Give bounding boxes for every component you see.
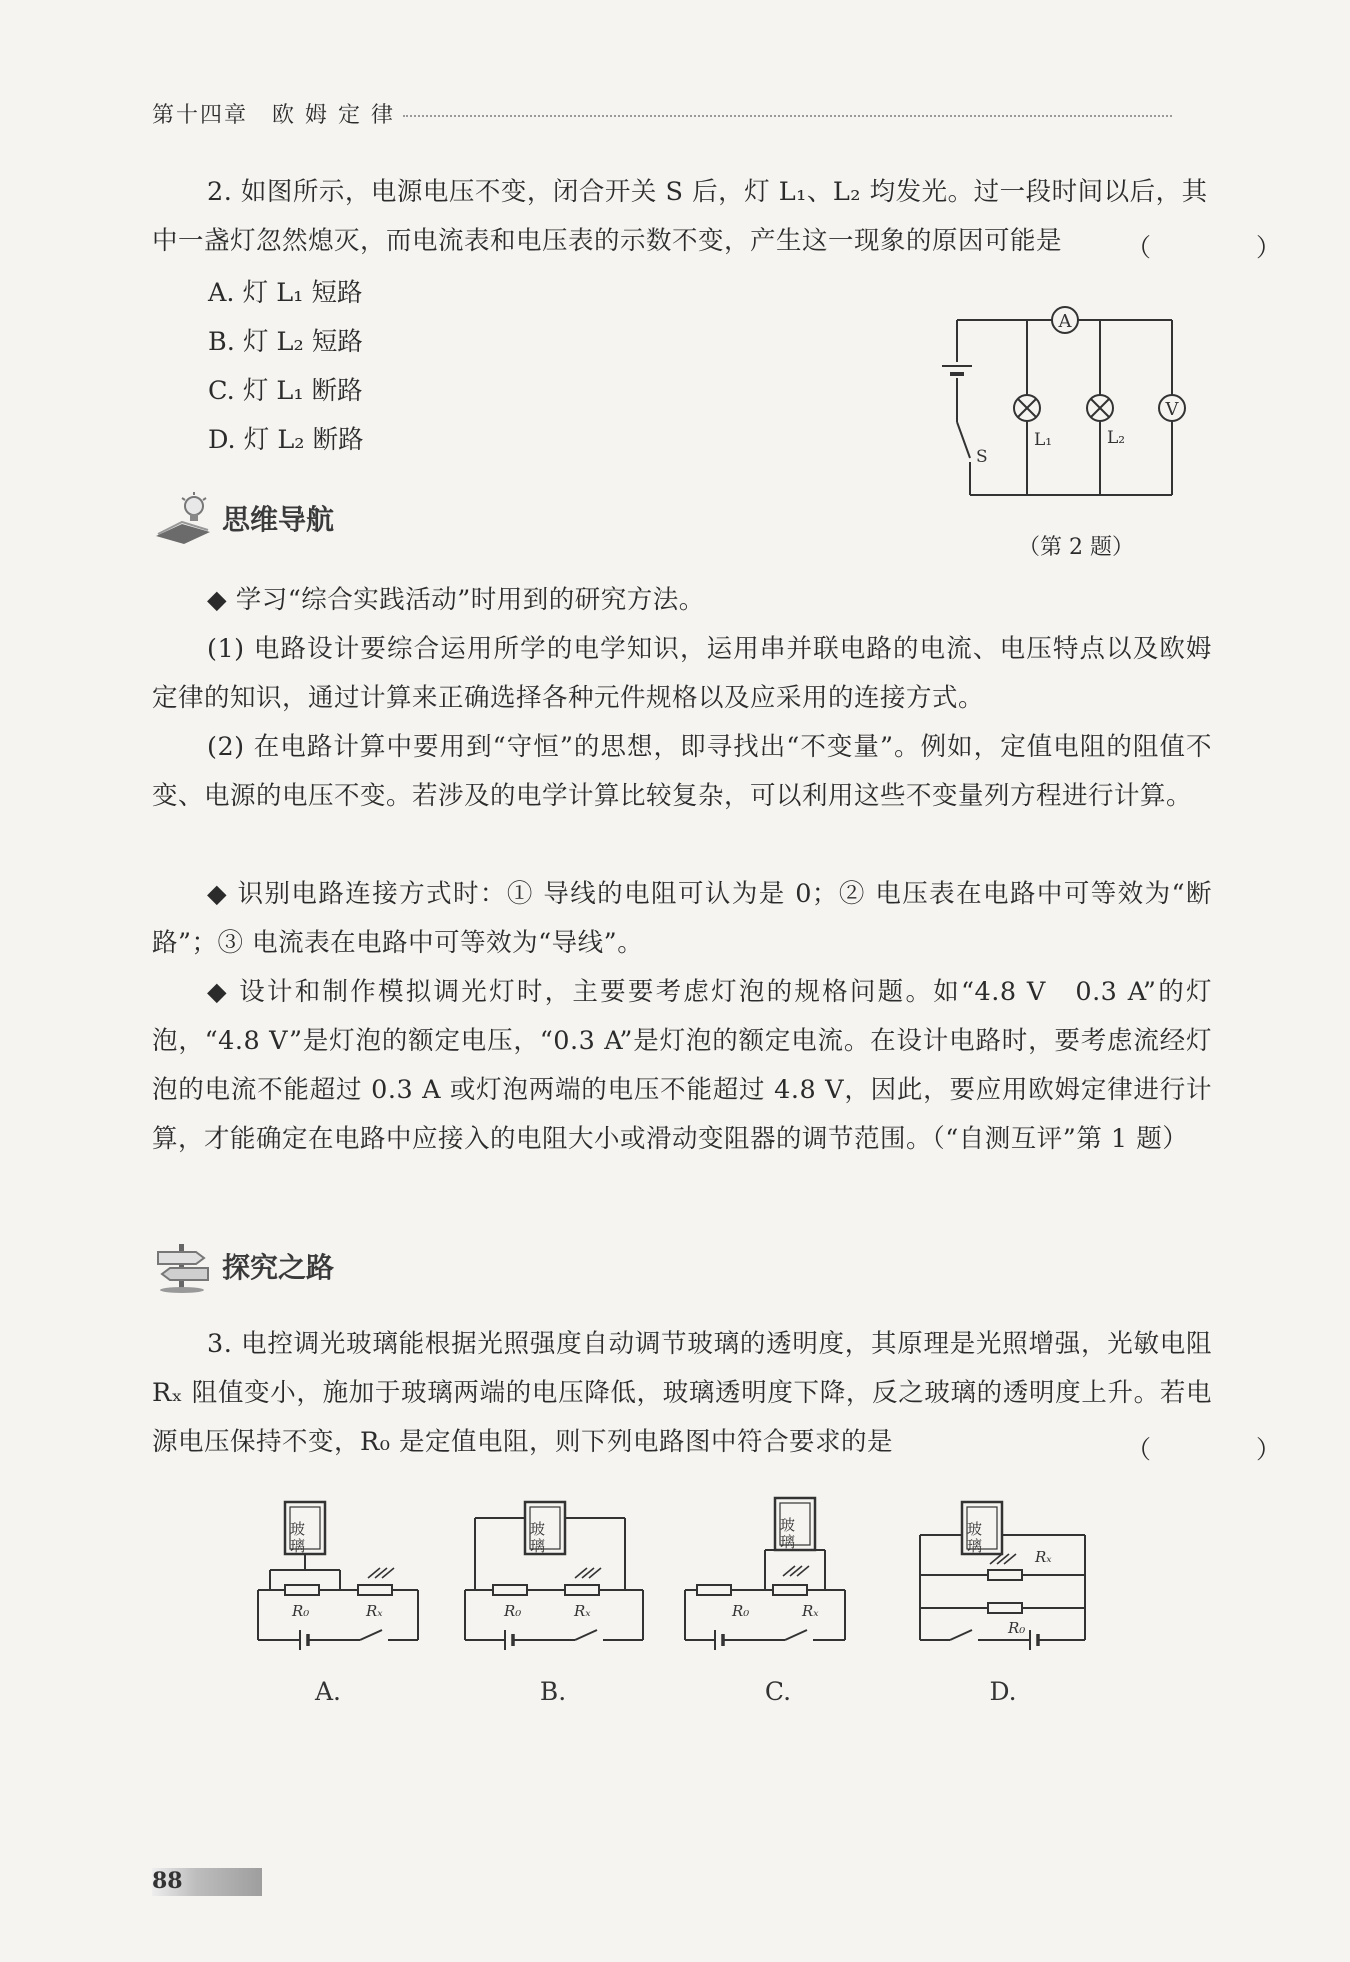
- rx-label-a: Rₓ: [366, 1602, 383, 1620]
- lamp-l2-label: L₂: [1107, 428, 1126, 448]
- option-label-b: B.: [539, 1677, 567, 1706]
- circuit-option-a: [258, 1502, 418, 1650]
- thinking-bullet-1: ◆ 学习“综合实践活动”时用到的研究方法。: [207, 585, 705, 615]
- page-number-tab: [152, 1868, 262, 1896]
- q2-stem-line1: 2. 如图所示，电源电压不变，闭合开关 S 后，灯 L₁、L₂ 均发光。过一段时间以后，其: [207, 177, 1208, 207]
- r0-label-b: R₀: [504, 1602, 522, 1620]
- r0-label-c: R₀: [732, 1602, 750, 1620]
- glass-a-char1: 玻: [290, 1520, 306, 1538]
- section-explore-title: 探究之路: [222, 1251, 335, 1284]
- page-number: 88: [152, 1868, 183, 1894]
- option-label-d: D.: [989, 1677, 1017, 1706]
- q3-stem: 3. 电控调光玻璃能根据光照强度自动调节玻璃的透明度，其原理是光照增强，光敏电阻 Rₓ 阻值变小，施加于玻璃两端的电压降低，玻璃透明度下降，反之玻璃的透明度上升。若电源电压保持不变，R₀ 是定值电阻，则下列电路图中符合要求的是: [152, 1329, 1212, 1457]
- section-thinking-header: [152, 490, 334, 546]
- thinking-bullet-3: ◆ 设计和制作模拟调光灯时，主要要考虑灯泡的规格问题。如“4.8 V 0.3 A”的灯泡，“4.8 V”是灯泡的额定电压，“0.3 A”是灯泡的额定电流。在设计电路时，要考虑流经灯泡的电流不能超过 0.3 A 或灯泡两端的电压不能超过 4.8 V，因此，要应用欧姆定律进行计算，才能确定在电路中应接入的电阻大小或滑动变阻器的调节范围。（“自测互评”第 1 题）: [152, 977, 1212, 1154]
- section-thinking-title: 思维导航: [222, 503, 335, 536]
- q2-circuit-diagram: [930, 300, 1200, 510]
- q2-option-b: B. 灯 L₂ 短路: [208, 327, 363, 357]
- switch-label: S: [976, 447, 988, 467]
- glass-d-char1: 玻: [967, 1520, 983, 1538]
- glass-a-char2: 璃: [290, 1537, 306, 1555]
- chapter-header: [152, 96, 1172, 130]
- circuit-option-c: [685, 1498, 845, 1650]
- lamp-l2-symbol: [1087, 395, 1113, 421]
- r0-label-a: R₀: [292, 1602, 310, 1620]
- q3-circuit-options: [240, 1490, 1140, 1720]
- lamp-l1-label: L₁: [1034, 430, 1053, 450]
- q2-option-d: D. 灯 L₂ 断路: [208, 425, 364, 455]
- circuit-option-d: [920, 1502, 1085, 1650]
- thinking-bullet-2: ◆ 识别电路连接方式时：① 导线的电阻可认为是 0；② 电压表在电路中可等效为“断路”；③ 电流表在电路中可等效为“导线”。: [152, 879, 1212, 958]
- ammeter-label: A: [1058, 311, 1072, 332]
- r0-label-d: R₀: [1008, 1619, 1026, 1637]
- voltmeter-label: V: [1165, 399, 1179, 420]
- rx-label-b: Rₓ: [574, 1602, 591, 1620]
- q2-stem-line2: 中一盏灯忽然熄灭，而电流表和电压表的示数不变，产生这一现象的原因可能是: [152, 226, 1063, 256]
- q2-option-c: C. 灯 L₁ 断路: [208, 376, 363, 406]
- signpost-icon: [152, 1238, 214, 1294]
- ammeter-symbol: [1052, 307, 1078, 333]
- option-label-a: A.: [314, 1677, 342, 1706]
- glass-c-char1: 玻: [780, 1516, 796, 1534]
- rx-label-c: Rₓ: [802, 1602, 819, 1620]
- q2-answer-paren: （ ）: [1126, 233, 1322, 262]
- thinking-paragraph-2: (2) 在电路计算中要用到“守恒”的思想，即寻找出“不变量”。例如，定值电阻的阻值不变、电源的电压不变。若涉及的电学计算比较复杂，可以利用这些不变量列方程进行计算。: [152, 732, 1212, 811]
- glass-c-char2: 璃: [780, 1533, 796, 1551]
- q3-answer-paren: （ ）: [1126, 1435, 1322, 1464]
- option-label-c: C.: [764, 1677, 792, 1706]
- section-explore-header: [152, 1238, 334, 1294]
- glass-d-char2: 璃: [967, 1537, 983, 1555]
- header-rule: [403, 115, 1172, 117]
- voltmeter-symbol: [1159, 395, 1185, 421]
- q2-option-a: A. 灯 L₁ 短路: [208, 278, 363, 308]
- thinking-paragraph-1: (1) 电路设计要综合运用所学的电学知识，运用串并联电路的电流、电压特点以及欧姆定律的知识，通过计算来正确选择各种元件规格以及应采用的连接方式。: [152, 634, 1212, 713]
- q2-figure-caption: （第 2 题）: [1018, 535, 1134, 560]
- glass-b-char1: 玻: [530, 1520, 546, 1538]
- lightbulb-book-icon: [152, 490, 214, 546]
- glass-b-char2: 璃: [530, 1537, 546, 1555]
- chapter-title: 第十四章 欧 姆 定 律: [152, 102, 395, 128]
- circuit-option-b: [465, 1502, 643, 1650]
- lamp-l1-symbol: [1014, 395, 1040, 421]
- rx-label-d: Rₓ: [1035, 1548, 1052, 1566]
